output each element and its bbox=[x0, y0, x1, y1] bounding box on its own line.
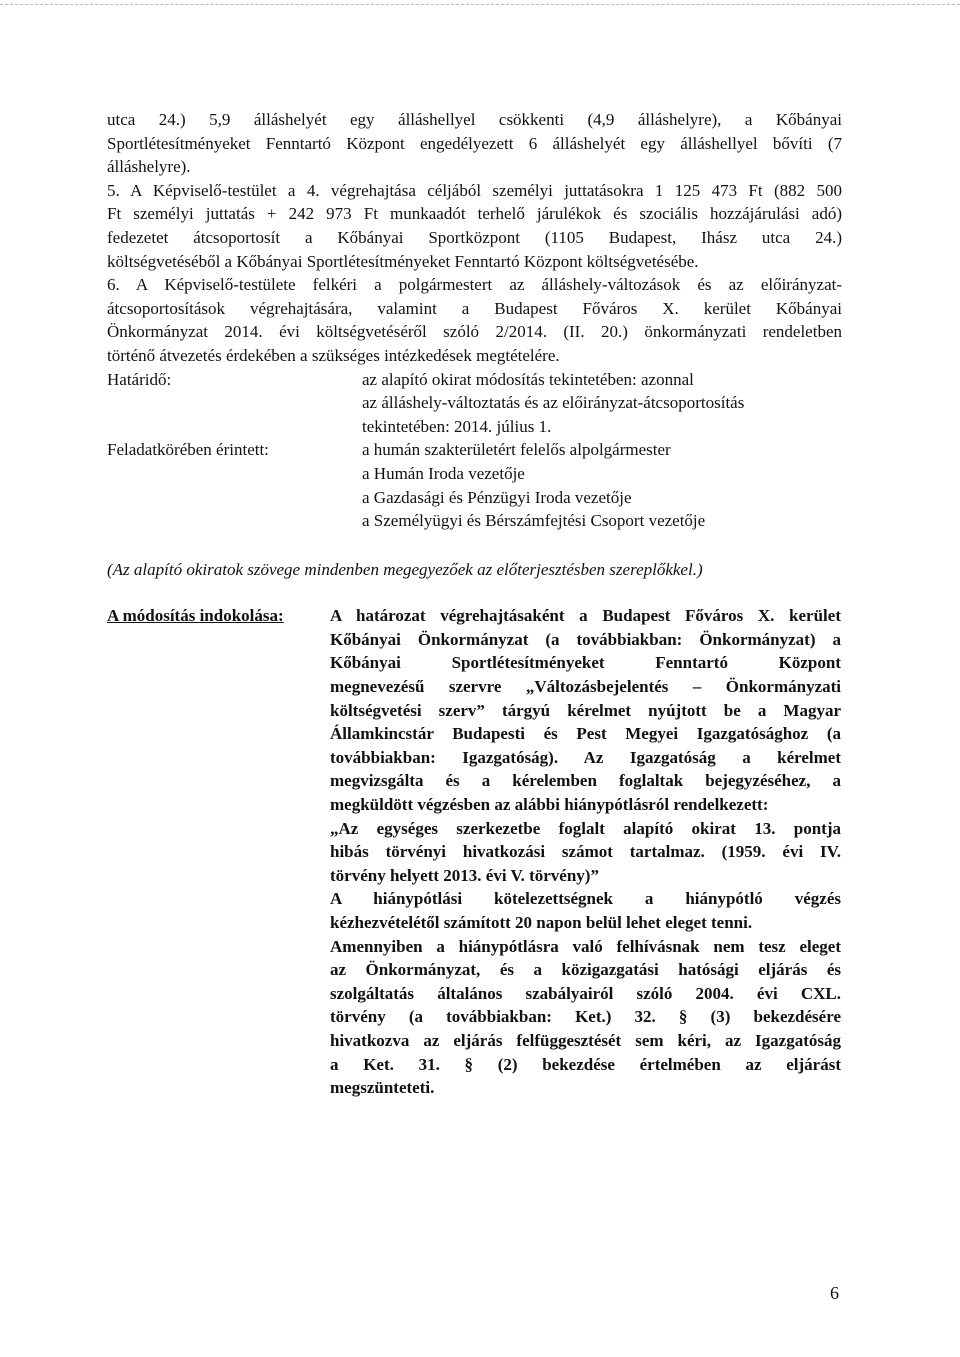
reason-line: A határozat végrehajtásaként a Budapest Főváros X. kerület bbox=[330, 606, 841, 626]
reason-body bbox=[330, 604, 841, 1099]
deadline-value: tekintetében: 2014. július 1. bbox=[362, 416, 552, 436]
reason-line: kézhezvételétől számított 20 napon belül lehet eleget tenni. bbox=[330, 913, 753, 932]
reason-line: hibás törvényi hivatkozási számot tartalmaz. (1959. évi IV. bbox=[330, 842, 841, 862]
text-line: Ft személyi juttatás + 242 973 Ft munkaadót terhelő járulékok és szociális hozzájárulási adó) bbox=[107, 204, 842, 224]
reason-line: törvény (a továbbiakban: Ket.) 32. § (3) bekezdésére bbox=[330, 1007, 841, 1027]
point-6-paragraph bbox=[107, 273, 842, 367]
responsible-value: a Gazdasági és Pénzügyi Iroda vezetője bbox=[362, 487, 632, 507]
deadline-value: az álláshely-változtatás és az előirányzat-átcsoportosítás bbox=[362, 393, 745, 413]
reason-line: Amennyiben a hiánypótlásra való felhívásnak nem tesz eleget bbox=[330, 936, 841, 956]
reason-line: megküldött végzésben az alábbi hiánypótlásról rendelkezett: bbox=[330, 795, 769, 815]
reason-line: megvizsgálta és a kérelemben foglaltak bejegyzéséhez, a bbox=[330, 771, 841, 791]
reason-line: az Önkormányzat, és a közigazgatási hatósági eljárás és bbox=[330, 960, 841, 980]
text-line: Sportlétesítményeket Fenntartó Központ engedélyezett 6 álláshelyét egy álláshellyel bővíti (7 bbox=[107, 133, 842, 153]
reason-line: törvény helyett 2013. évi V. törvény)” bbox=[330, 865, 599, 885]
responsible-value: a Személyügyi és Bérszámfejtési Csoport vezetője bbox=[362, 511, 706, 531]
responsible-label: Feladatkörében érintett: bbox=[107, 440, 269, 460]
responsible-value: a humán szakterületért felelős alpolgármester bbox=[362, 440, 671, 460]
page-number: 6 bbox=[830, 1283, 839, 1303]
reason-line: a Ket. 31. § (2) bekezdése értelmében az eljárást bbox=[330, 1054, 841, 1074]
reason-label: A módosítás indokolása: bbox=[107, 606, 284, 626]
top-scan-rule bbox=[0, 4, 960, 5]
intro-paragraph bbox=[107, 108, 842, 179]
deadline-label: Határidő: bbox=[107, 369, 172, 389]
text-line: történő átvezetés érdekében a szükséges intézkedések megtételére. bbox=[107, 345, 560, 365]
text-line: fedezetet átcsoportosít a Kőbányai Sportközpont (1105 Budapest, Ihász utca 24.) bbox=[107, 227, 842, 247]
responsible-value: a Humán Iroda vezetője bbox=[362, 463, 525, 483]
responsible-row bbox=[107, 438, 842, 532]
reason-line: megszünteteti. bbox=[330, 1078, 435, 1098]
reason-section bbox=[107, 604, 842, 1099]
text-line: átcsoportosítások végrehajtására, valamint a Budapest Főváros X. kerület Kőbányai bbox=[107, 298, 842, 318]
reason-line: költségvetési szerv” tárgyú kérelmet nyújtott be a Magyar bbox=[330, 700, 841, 720]
reason-line: Kőbányai Önkormányzat (a továbbiakban: Önkormányzat) a bbox=[330, 629, 841, 649]
deadline-row bbox=[107, 368, 842, 439]
text-line: 6. A Képviselő-testülete felkéri a polgármestert az álláshely-változások és az előirányzat- bbox=[107, 275, 842, 295]
italic-note: (Az alapító okiratok szövege mindenben megegyezőek az előterjesztésben szereplőkkel.) bbox=[107, 559, 703, 579]
reason-line: Államkincstár Budapesti és Pest Megyei Igazgatósághoz (a bbox=[330, 724, 841, 744]
reason-line: A hiánypótlási kötelezettségnek a hiánypótló végzés bbox=[330, 889, 841, 909]
text-line: 5. A Képviselő-testület a 4. végrehajtása céljából személyi juttatásokra 1 125 473 Ft (882 500 bbox=[107, 180, 842, 200]
text-line: költségvetéséből a Kőbányai Sportlétesítményeket Fenntartó Központ költségvetésébe. bbox=[107, 251, 699, 271]
deadline-value: az alapító okirat módosítás tekintetében: azonnal bbox=[362, 369, 694, 389]
reason-line: szolgáltatás általános szabályairól szóló 2004. évi CXL. bbox=[330, 983, 841, 1003]
reason-line: megnevezésű szervre „Változásbejelentés – Önkormányzati bbox=[330, 677, 841, 697]
text-line: Önkormányzat 2014. évi költségvetéséről szóló 2/2014. (II. 20.) önkormányzati rendeletben bbox=[107, 322, 842, 342]
reason-line: Kőbányai Sportlétesítményeket Fenntartó Központ bbox=[330, 653, 841, 673]
text-line: álláshelyre). bbox=[107, 157, 191, 177]
text-line: utca 24.) 5,9 álláshelyét egy álláshellyel csökkenti (4,9 álláshelyre), a Kőbányai bbox=[107, 110, 842, 129]
responsible-values bbox=[362, 438, 842, 532]
deadline-values bbox=[362, 368, 842, 439]
reason-line: hivatkozva az eljárás felfüggesztését sem kéri, az Igazgatóság bbox=[330, 1030, 841, 1050]
reason-line: „Az egységes szerkezetbe foglalt alapító okirat 13. pontja bbox=[330, 818, 841, 838]
reason-line: továbbiakban: Igazgatóság). Az Igazgatóság a kérelmet bbox=[330, 747, 841, 767]
document-page bbox=[107, 108, 842, 1100]
point-5-paragraph bbox=[107, 179, 842, 273]
